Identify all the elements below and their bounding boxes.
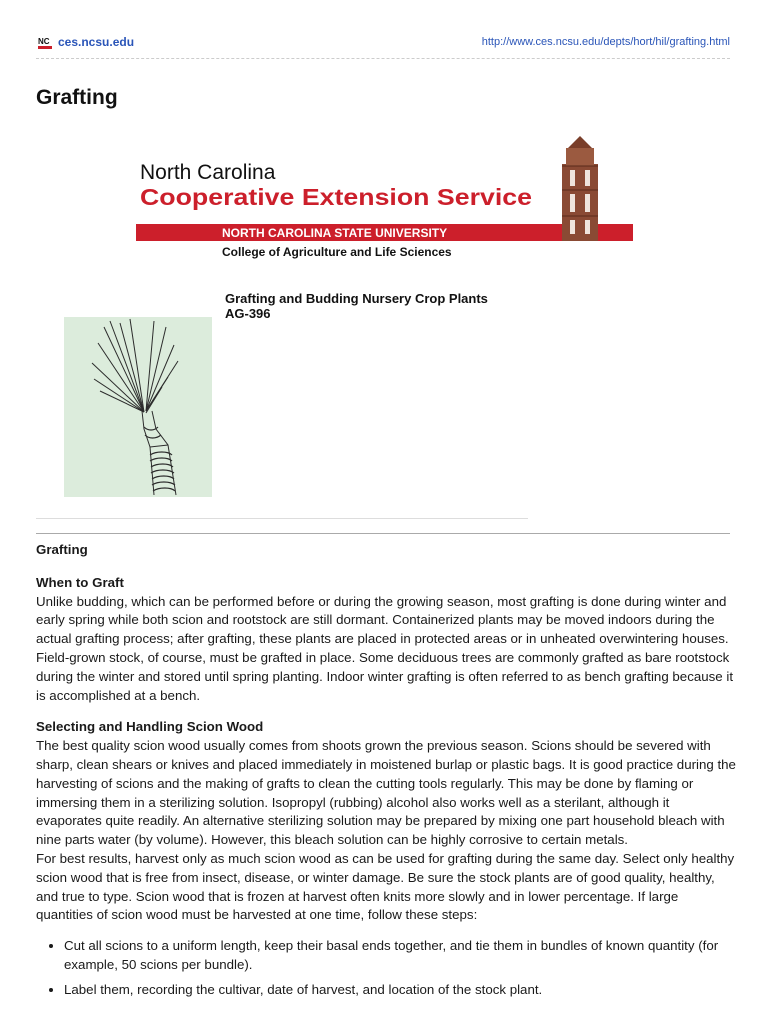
publication-title: Grafting and Budding Nursery Crop Plants [225,291,488,306]
svg-text:College of Agriculture and Lif: College of Agriculture and Life Sciences [222,245,452,259]
site-link[interactable]: ces.ncsu.edu [58,35,135,49]
svg-text:NORTH CAROLINA STATE UNIVERSIT: NORTH CAROLINA STATE UNIVERSITY [222,226,448,240]
section-heading: When to Graft [36,574,124,590]
svg-text:NC: NC [38,37,50,46]
publication-heading [225,291,488,321]
ces-banner-logo [136,136,636,266]
list-item: • Label them, recording the cultivar, date of harvest, and location of the stock plant. [64,981,736,1000]
divider [36,533,730,534]
section-heading: Selecting and Handling Scion Wood [36,719,264,735]
paragraph: For best results, harvest only as much scion wood as can be used for grafting during the same day. Select only healthy scion wood that is free from insect, disease, or winter damage. Be sure the stock plants are of good quality, healthy, and true to type. Scion wood that is frozen at harvest often knits more slowly and in lower percentage. If large quantities of scion wood must be harvested at one time, follow these steps: [36,850,735,923]
header-divider [36,58,730,59]
nc-logo-icon [38,36,52,51]
svg-text:North Carolina: North Carolina [140,161,276,184]
article-heading: Grafting [36,542,88,557]
page-title: Grafting [36,86,118,109]
paragraph: Unlike budding, which can be performed before or during the growing season, most grafting is done during winter and early spring while both scion and rootstock are still dormant. Containerized plants may be moved indoors during the actual grafting process; after grafting, these plants are placed in protected areas or in unheated overwintering houses. Field-grown stock, of course, must be grafted in place. Some deciduous trees are commonly grafted as bare rootstock during the winter and stored until spring planting. Indoor winter grafting is often referred to as bench grafting because it is accomplished at a bench. [36,593,734,703]
list-item: • Cut all scions to a uniform length, keep their basal ends together, and tie them in bundles of known quantity (for example, 50 scions per bundle). [64,937,736,975]
graft-illustration [64,317,212,497]
article-body [36,541,736,1006]
publication-code: AG-396 [225,306,271,321]
top-bar [36,34,730,52]
svg-text:Cooperative Extension Service: Cooperative Extension Service [140,184,532,210]
steps-list [36,937,736,999]
divider [36,518,528,519]
paragraph: The best quality scion wood usually comes from shoots grown the previous season. Scions should be severed with sharp, clean shears or knives and placed immediately in moistened burlap or plastic bags. It is good practice during the harvesting of scions and the making of grafts to clean the cutting tools regularly. This may be done by flaming or immersing them in a sterilizing solution. Isopropyl (rubbing) alcohol also works well as a sterilant, although it evaporates quite readily. An alternative sterilizing solution may be prepared by mixing one part household bleach with nine parts water (by volume). However, this bleach solution can be highly corrosive to certain metals. [36,738,736,848]
page-url-link[interactable]: http://www.ces.ncsu.edu/depts/hort/hil/grafting.html [481,36,730,48]
bell-tower-icon [562,136,598,241]
